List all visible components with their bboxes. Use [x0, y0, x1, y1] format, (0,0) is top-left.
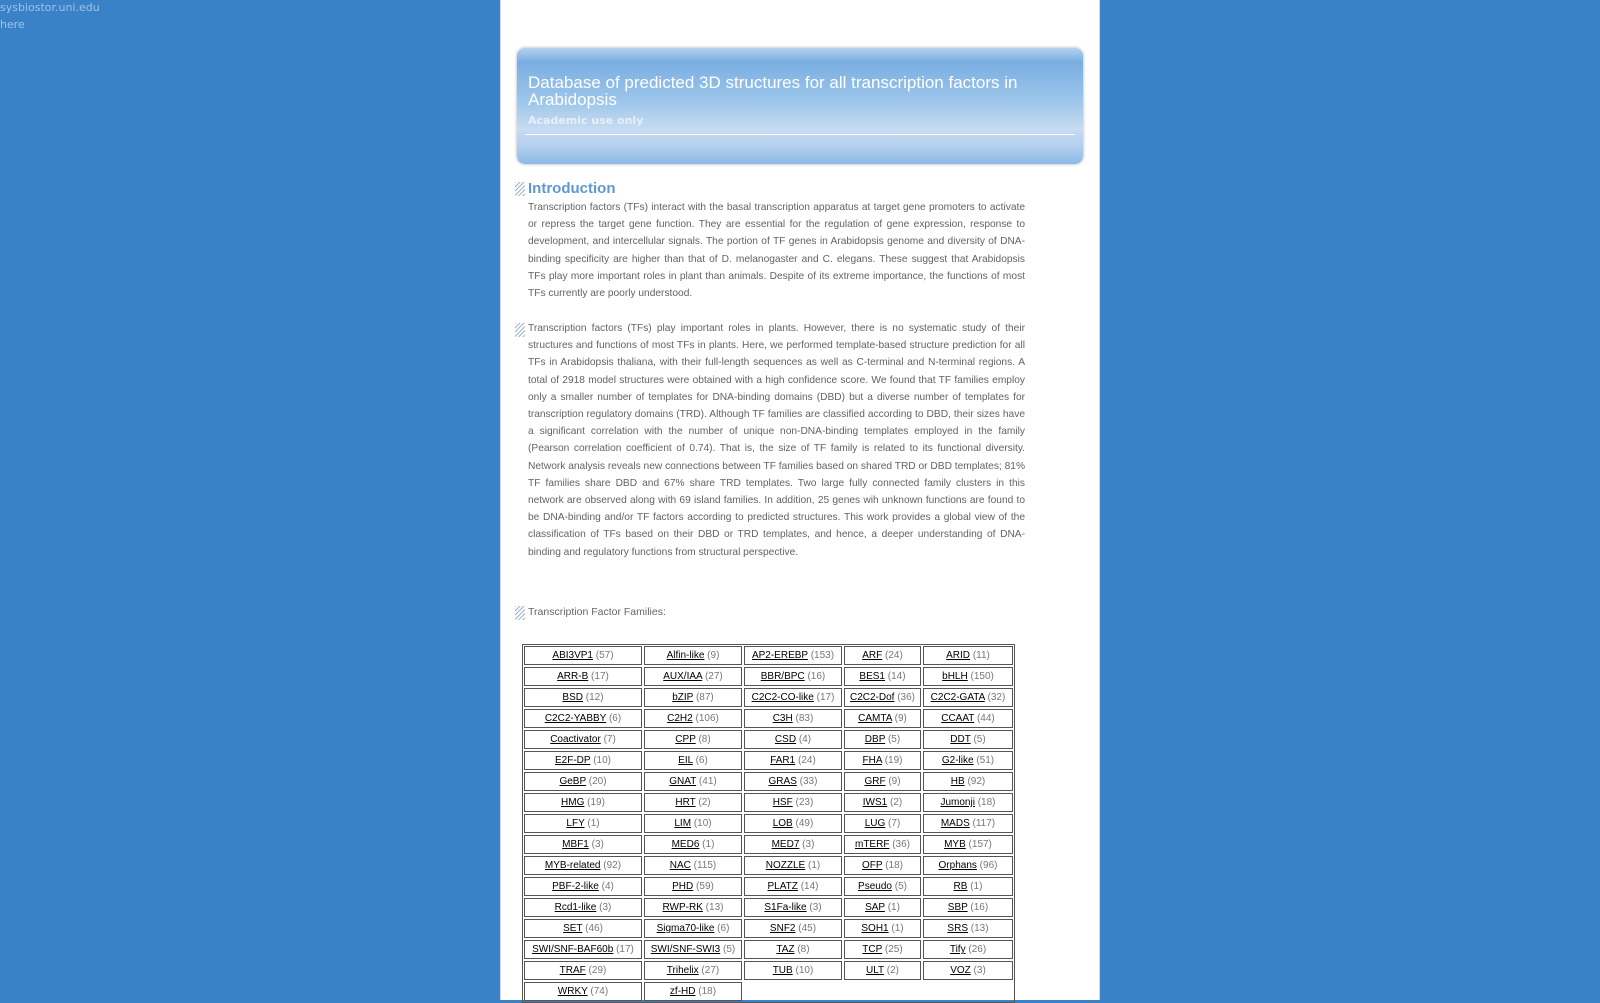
family-link[interactable]: Pseudo — [858, 881, 892, 892]
family-cell — [744, 751, 842, 770]
family-link[interactable]: MED6 — [671, 839, 700, 850]
family-count: (32) — [987, 692, 1006, 703]
family-cell — [524, 940, 642, 959]
family-count: (24) — [798, 755, 816, 766]
family-link[interactable]: Tify — [949, 944, 966, 955]
family-link[interactable]: GNAT — [669, 776, 697, 787]
family-link[interactable]: IWS1 — [862, 797, 888, 808]
family-count: (49) — [795, 818, 814, 829]
family-cell — [844, 919, 921, 938]
family-cell — [524, 961, 642, 980]
family-link[interactable]: SAP — [865, 902, 885, 913]
section-bullet-icon — [515, 182, 525, 196]
family-count: (9) — [888, 776, 901, 787]
family-cell — [524, 688, 642, 707]
family-count: (8) — [797, 944, 810, 955]
family-link[interactable]: C2C2-Dof — [849, 692, 895, 703]
family-cell — [923, 919, 1013, 938]
family-count: (157) — [968, 839, 992, 850]
families-grid — [524, 646, 1013, 1001]
header-banner — [517, 48, 1083, 164]
family-cell — [524, 982, 642, 1001]
family-cell — [923, 772, 1013, 791]
corner-link-1[interactable]: sysbiostor.uni.edu — [0, 1, 100, 14]
family-count: (13) — [705, 902, 724, 913]
family-link[interactable]: Coactivator — [550, 734, 601, 745]
families-label: Transcription Factor Families: — [528, 606, 666, 618]
family-link[interactable]: CAMTA — [858, 713, 892, 724]
family-link[interactable]: Sigma70-like — [656, 923, 715, 934]
family-cell — [744, 919, 842, 938]
family-link[interactable]: CPP — [675, 734, 696, 745]
family-link[interactable]: MED7 — [771, 839, 800, 850]
family-link[interactable]: PHD — [672, 881, 694, 892]
family-count: (117) — [972, 818, 996, 829]
families-table — [522, 644, 1015, 1003]
family-cell — [844, 877, 921, 896]
family-count: (36) — [892, 839, 911, 850]
family-cell — [844, 772, 921, 791]
family-link[interactable]: TAZ — [776, 944, 795, 955]
family-link[interactable]: RWP-RK — [662, 902, 703, 913]
family-count: (87) — [695, 692, 714, 703]
family-cell — [923, 751, 1013, 770]
family-cell — [644, 814, 742, 833]
family-link[interactable]: WRKY — [557, 986, 588, 997]
family-count: (19) — [884, 755, 903, 766]
family-link[interactable]: CCAAT — [941, 713, 975, 724]
family-cell — [644, 898, 742, 917]
family-cell — [644, 709, 742, 728]
family-cell — [524, 877, 642, 896]
family-cell — [844, 940, 921, 959]
family-cell — [524, 646, 642, 665]
family-cell — [744, 646, 842, 665]
family-cell — [644, 667, 742, 686]
family-link[interactable]: Rcd1-like — [554, 902, 597, 913]
family-link[interactable]: BSD — [562, 692, 583, 703]
family-cell — [844, 646, 921, 665]
family-cell — [644, 877, 742, 896]
family-link[interactable]: RB — [953, 881, 968, 892]
family-link[interactable]: GeBP — [559, 776, 586, 787]
family-link[interactable]: Alfin-like — [666, 650, 705, 661]
family-count: (11) — [972, 650, 990, 661]
family-count: (3) — [599, 902, 612, 913]
family-count: (26) — [968, 944, 987, 955]
family-cell — [923, 961, 1013, 980]
family-count: (3) — [809, 902, 822, 913]
family-cell — [844, 751, 921, 770]
family-link[interactable]: GRF — [864, 776, 886, 787]
family-link[interactable]: C2C2-YABBY — [544, 713, 607, 724]
family-count: (41) — [698, 776, 717, 787]
family-link[interactable]: MBF1 — [562, 839, 589, 850]
family-cell — [923, 835, 1013, 854]
family-count: (10) — [693, 818, 712, 829]
family-link[interactable]: ULT — [866, 965, 884, 976]
family-count: (83) — [795, 713, 814, 724]
family-link[interactable]: DDT — [950, 734, 971, 745]
site-title: Database of predicted 3D structures for all transcription factors in Arabidopsis — [528, 73, 1018, 109]
family-count: (8) — [698, 734, 711, 745]
family-count: (18) — [885, 860, 903, 871]
family-link[interactable]: ARR-B — [557, 671, 589, 682]
family-link[interactable]: ARID — [946, 650, 971, 661]
family-link[interactable]: GRAS — [768, 776, 797, 787]
family-link[interactable]: BES1 — [859, 671, 885, 682]
family-count: (1) — [808, 860, 821, 871]
family-count: (10) — [593, 755, 611, 766]
family-count: (17) — [816, 692, 835, 703]
family-link[interactable]: HB — [950, 776, 965, 787]
family-link[interactable]: SET — [563, 923, 583, 934]
family-link[interactable]: SOH1 — [861, 923, 889, 934]
intro-paragraph-2: Transcription factors (TFs) play important roles in plants. However, there is no systematic study of their structures and functions of most TFs in plants. Here, we performed template-based structure prediction for all TFs in Arabidopsis thaliana, with their full-length sequences as well as C-terminal and N-terminal regions. A total of 2918 model structures were obtained with a high confidence score. We found that TF families employ only a smaller number of templates for DNA-binding domains (DBD) but a diverse number of templates for transcription regulatory domains (TRD). Although TF families are classified according to DBD, their sizes have a significant correlation with the number of unique non-DNA-binding templates employed in the family (Pearson correlation coefficient of 0.74). That is, the size of TF family is related to its functional diversity. Network analysis reveals new connections between TF families based on shared TRD or DBD templates; 81% TF families share DBD and 67% share TRD templates. Two large fully connected family clusters in this network are observed along with 69 island families. In addition, 25 genes wih unknown functions are found to be DNA-binding and/or TF factors according to predicted structures. This work provides a global view of the classification of TFs based on their DBD or TRD templates, and hence, a deeper understanding of DNA-binding and regulatory functions from structural perspective. — [528, 323, 1025, 558]
family-cell — [524, 772, 642, 791]
family-count: (7) — [888, 818, 901, 829]
family-link[interactable]: OFP — [862, 860, 883, 871]
family-count: (2) — [890, 797, 903, 808]
family-count: (10) — [795, 965, 814, 976]
family-count: (44) — [976, 713, 995, 724]
banner-shine — [517, 48, 1083, 62]
family-cell — [844, 814, 921, 833]
family-cell — [844, 688, 921, 707]
family-cell — [644, 730, 742, 749]
family-link[interactable]: C2C2-GATA — [930, 692, 985, 703]
family-count: (14) — [800, 881, 819, 892]
family-cell — [644, 835, 742, 854]
family-link[interactable]: C2H2 — [667, 713, 693, 724]
family-cell — [524, 856, 642, 875]
family-link[interactable]: bZIP — [672, 692, 694, 703]
banner-divider — [525, 134, 1075, 135]
family-link[interactable]: SBP — [947, 902, 968, 913]
family-link[interactable]: SRS — [947, 923, 968, 934]
family-link[interactable]: FHA — [862, 755, 882, 766]
family-count: (24) — [884, 650, 903, 661]
family-cell — [923, 688, 1013, 707]
family-count: (17) — [616, 944, 634, 955]
family-count: (96) — [979, 860, 998, 871]
family-cell — [744, 772, 842, 791]
family-cell — [923, 814, 1013, 833]
family-count: (6) — [717, 923, 730, 934]
family-cell — [923, 877, 1013, 896]
family-cell — [524, 667, 642, 686]
family-count: (5) — [887, 734, 901, 745]
family-cell — [923, 646, 1013, 665]
family-cell — [644, 940, 742, 959]
family-link[interactable]: TUB — [772, 965, 793, 976]
family-count: (115) — [693, 860, 717, 871]
family-link[interactable]: Jumonji — [940, 797, 975, 808]
family-count: (2) — [698, 797, 711, 808]
family-cell — [844, 730, 921, 749]
family-cell — [744, 856, 842, 875]
family-link[interactable]: G2-like — [941, 755, 974, 766]
family-count: (4) — [601, 881, 614, 892]
paragraph-bullet-icon — [515, 323, 525, 337]
family-count: (25) — [884, 944, 903, 955]
family-cell — [644, 751, 742, 770]
family-link[interactable]: CSD — [774, 734, 797, 745]
family-cell — [923, 898, 1013, 917]
family-cell — [844, 961, 921, 980]
families-bullet-icon — [515, 606, 525, 620]
family-count: (92) — [967, 776, 986, 787]
family-cell — [744, 835, 842, 854]
site-subtitle: Academic use only — [528, 114, 644, 127]
family-count: (27) — [701, 965, 720, 976]
family-cell — [923, 940, 1013, 959]
family-link[interactable]: E2F-DP — [555, 755, 591, 766]
family-count: (19) — [587, 797, 605, 808]
family-count: (9) — [707, 650, 720, 661]
family-link[interactable]: BBR/BPC — [760, 671, 805, 682]
family-link[interactable]: LOB — [772, 818, 793, 829]
family-count: (18) — [698, 986, 717, 997]
family-count: (33) — [799, 776, 818, 787]
family-link[interactable]: LIM — [674, 818, 692, 829]
family-count: (12) — [585, 692, 604, 703]
family-count: (6) — [608, 713, 622, 724]
family-link[interactable]: Trihelix — [666, 965, 699, 976]
family-count: (150) — [970, 671, 994, 682]
family-link[interactable]: Orphans — [938, 860, 977, 871]
family-link[interactable]: HMG — [561, 797, 585, 808]
family-cell — [644, 646, 742, 665]
family-count: (6) — [695, 755, 708, 766]
family-count: (4) — [798, 734, 812, 745]
empty-cell — [844, 982, 921, 1001]
family-count: (51) — [976, 755, 995, 766]
family-link[interactable]: PBF-2-like — [552, 881, 599, 892]
family-link[interactable]: NAC — [669, 860, 691, 871]
family-cell — [644, 856, 742, 875]
family-cell — [644, 772, 742, 791]
family-count: (5) — [723, 944, 736, 955]
family-count: (7) — [603, 734, 616, 745]
family-link[interactable]: C2C2-CO-like — [751, 692, 814, 703]
family-cell — [744, 730, 842, 749]
family-count: (74) — [590, 986, 609, 997]
family-count: (5) — [894, 881, 907, 892]
family-count: (16) — [807, 671, 826, 682]
family-cell — [844, 667, 921, 686]
family-count: (1) — [970, 881, 983, 892]
family-cell — [644, 688, 742, 707]
family-count: (46) — [585, 923, 603, 934]
family-link[interactable]: MYB-related — [544, 860, 601, 871]
family-count: (59) — [696, 881, 714, 892]
family-count: (23) — [795, 797, 814, 808]
family-cell — [524, 814, 642, 833]
family-link[interactable]: HSF — [772, 797, 793, 808]
family-cell — [644, 793, 742, 812]
family-cell — [524, 919, 642, 938]
family-cell — [923, 730, 1013, 749]
family-count: (106) — [695, 713, 719, 724]
family-link[interactable]: mTERF — [854, 839, 890, 850]
family-cell — [744, 961, 842, 980]
family-count: (45) — [798, 923, 817, 934]
family-count: (9) — [894, 713, 907, 724]
family-cell — [744, 667, 842, 686]
family-cell — [844, 793, 921, 812]
family-link[interactable]: TRAF — [559, 965, 586, 976]
family-count: (92) — [603, 860, 622, 871]
family-link[interactable]: bHLH — [942, 671, 968, 682]
family-link[interactable]: zf-HD — [669, 986, 696, 997]
family-link[interactable]: AP2-EREBP — [751, 650, 808, 661]
family-cell — [844, 709, 921, 728]
family-count: (36) — [897, 692, 916, 703]
family-link[interactable]: ARF — [862, 650, 883, 661]
family-count: (3) — [591, 839, 604, 850]
corner-link-2[interactable]: here — [0, 18, 25, 31]
family-count: (1) — [587, 818, 600, 829]
family-count: (1) — [891, 923, 904, 934]
family-count: (3) — [973, 965, 986, 976]
family-link[interactable]: TCP — [862, 944, 883, 955]
family-cell — [844, 835, 921, 854]
family-count: (27) — [704, 671, 723, 682]
family-count: (20) — [588, 776, 607, 787]
family-cell — [644, 919, 742, 938]
family-count: (18) — [977, 797, 996, 808]
family-cell — [923, 856, 1013, 875]
family-link[interactable]: FAR1 — [770, 755, 796, 766]
family-count: (1) — [887, 902, 900, 913]
family-link[interactable]: LFY — [566, 818, 585, 829]
family-count: (29) — [588, 965, 607, 976]
family-link[interactable]: S1Fa-like — [764, 902, 807, 913]
family-cell — [524, 730, 642, 749]
family-count: (2) — [886, 965, 899, 976]
family-link[interactable]: AUX/IAA — [663, 671, 703, 682]
family-cell — [524, 709, 642, 728]
family-cell — [844, 856, 921, 875]
family-cell — [744, 940, 842, 959]
intro-heading: Introduction — [528, 180, 616, 197]
family-count: (3) — [802, 839, 815, 850]
family-cell — [744, 877, 842, 896]
family-link[interactable]: EIL — [678, 755, 693, 766]
page-container — [500, 0, 1100, 1000]
family-link[interactable]: DBP — [864, 734, 886, 745]
family-count: (14) — [887, 671, 906, 682]
family-link[interactable]: PLATZ — [767, 881, 798, 892]
family-cell — [524, 793, 642, 812]
family-cell — [524, 898, 642, 917]
family-link[interactable]: ABI3VP1 — [552, 650, 593, 661]
family-link[interactable]: SWI/SNF-SWI3 — [650, 944, 721, 955]
family-cell — [923, 667, 1013, 686]
family-count: (1) — [702, 839, 715, 850]
family-link[interactable]: LUG — [864, 818, 886, 829]
family-count: (153) — [810, 650, 835, 661]
family-cell — [744, 814, 842, 833]
family-cell — [644, 961, 742, 980]
family-count: (5) — [973, 734, 986, 745]
empty-cell — [744, 982, 842, 1001]
family-link[interactable]: SNF2 — [769, 923, 796, 934]
family-cell — [844, 898, 921, 917]
family-link[interactable]: NOZZLE — [765, 860, 806, 871]
family-count: (17) — [591, 671, 609, 682]
family-link[interactable]: HRT — [675, 797, 696, 808]
family-cell — [744, 898, 842, 917]
family-cell — [744, 793, 842, 812]
family-cell — [644, 982, 742, 1001]
family-cell — [744, 688, 842, 707]
family-link[interactable]: VOZ — [950, 965, 971, 976]
family-cell — [923, 793, 1013, 812]
family-cell — [524, 835, 642, 854]
family-cell — [923, 709, 1013, 728]
family-count: (57) — [595, 650, 614, 661]
family-cell — [524, 751, 642, 770]
family-cell — [744, 709, 842, 728]
family-link[interactable]: MADS — [940, 818, 970, 829]
family-link[interactable]: C3H — [772, 713, 793, 724]
family-link[interactable]: MYB — [944, 839, 966, 850]
empty-cell — [923, 982, 1013, 1001]
family-count: (16) — [970, 902, 989, 913]
family-count: (13) — [970, 923, 989, 934]
family-link[interactable]: SWI/SNF-BAF60b — [532, 944, 614, 955]
intro-paragraph-1: Transcription factors (TFs) interact with the basal transcription apparatus at target gene promoters to activate or repress the target gene function. They are essential for the regulation of gene expression, response to development, and intercellular signals. The portion of TF genes in Arabidopsis genome and diversity of DNA-binding specificity are higher than that of D. melanogaster and C. elegans. These suggest that Arabidopsis TFs play more important roles in plant than animals. Despite of its extreme importance, the functions of most TFs currently are poorly understood. — [528, 202, 1025, 300]
